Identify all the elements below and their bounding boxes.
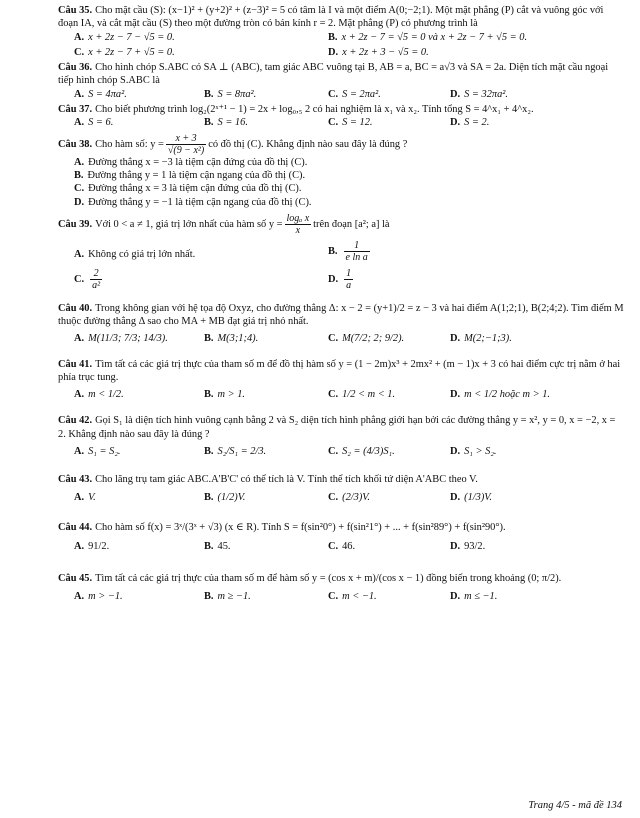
option-c[interactable]: C. x + 2z − 7 + √5 = 0. (74, 46, 175, 58)
option-b[interactable]: B. m ≥ −1. (204, 590, 251, 602)
option-b[interactable]: B. M(3;1;4). (204, 332, 259, 344)
question-text: Cho biết phương trình log₂(2ˣ⁺¹ − 1) = 2x + log₀,₅ 2 có hai nghiệm là x₁ và x₂. Tính tổng S = 4^x₁ + 4^x₂. (95, 103, 534, 115)
options-row (58, 88, 624, 103)
options-row (58, 590, 624, 605)
option-d[interactable]: D. m < 1/2 hoặc m > 1. (450, 389, 550, 401)
option-b[interactable]: B. (1/2)V. (204, 491, 246, 503)
option-b[interactable]: B. x + 2z − 7 = √5 = 0 và x + 2z − 7 + √5 = 0. (328, 31, 528, 43)
question-label: Câu 44. (58, 521, 93, 533)
option-d[interactable]: D. M(2;−1;3). (450, 332, 512, 344)
question-37 (58, 103, 624, 116)
option-a[interactable]: A. Không có giá trị lớn nhất. (74, 248, 196, 260)
option-c[interactable]: C. 46. (328, 541, 356, 553)
options-row (58, 540, 624, 566)
question-label: Câu 41. (58, 358, 93, 370)
options-row (58, 491, 624, 515)
option-b[interactable]: B. Đường thẳng y = 1 là tiệm cận ngang của đồ thị (C). (74, 170, 306, 182)
question-text: Trong không gian với hệ tọa độ Oxyz, cho đường thẳng Δ: x − 2 = (y+1)/2 = z − 3 và hai điểm A(1;2;1), B(2;4;2). Tìm điểm M thuộc đường thẳng Δ sao cho MA + MB đạt giá trị nhỏ nhất. (58, 302, 624, 328)
question-text: Gọi S₁ là diện tích hình vuông cạnh bằng 2 và S₂ diện tích hình phẳng giới hạn bởi các đường thẳng y = x², y = 0, x = −2, x = 2. Khẳng định nào sau đây là đúng ? (58, 415, 616, 440)
options-row (58, 116, 624, 131)
option-a[interactable]: A. V. (74, 491, 96, 503)
question-text: Cho hàm số f(x) = 3ˣ/(3ˣ + √3) (x ∈ R). Tính S = f(sin²0°) + f(sin²1°) + ... + f(sin²89°) + f(sin²90°). (95, 521, 506, 533)
fraction: $\frac{\text{logₐ x}}{x}$ (286, 212, 310, 236)
option-c[interactable]: C. S = 2πa². (328, 88, 381, 100)
question-36 (58, 61, 624, 88)
options-row (58, 46, 624, 61)
question-label: Câu 40. (58, 302, 93, 314)
question-label: Câu 38. (58, 138, 93, 150)
option-d[interactable]: D. S₁ > S₂. (450, 446, 497, 458)
question-40 (58, 302, 624, 329)
option-a[interactable]: A. S₁ = S₂. (74, 446, 121, 458)
option-d[interactable]: D. Đường thẳng y = −1 là tiệm cận ngang của đồ thị (C). (74, 196, 312, 208)
option-b[interactable]: B. m > 1. (204, 389, 246, 401)
option-d[interactable]: D. m ≤ −1. (450, 590, 498, 602)
question-text: Tìm tất cả các giá trị thực của tham số m để đồ thị hàm số y = (1 − 2m)x³ + 2mx² + (m − 1)x + 3 có hai điểm cực trị nằm ở hai phía trục tung. (58, 358, 621, 384)
question-text: Cho mặt cầu (S): (x−1)² + (y+2)² + (z−3)² = 5 có tâm là I và một điểm A(0;−2;1). Một mặt phẳng (P) cắt và vuông góc với đoạn IA, và cắt mặt cầu (S) theo một đường tròn có bán kính r = 2. Mặt phẳng (P) có phương trình là (58, 5, 604, 30)
option-a[interactable]: A. S = 4πa². (74, 88, 127, 100)
option-a[interactable]: A. m < 1/2. (74, 389, 124, 401)
question-38: Câu 38. Cho hàm số: y = $\frac{x + 3}{\text{√(9 − x²)}}$ có đồ thị (C). Khẳng định nào sau đây là đúng ? (58, 133, 408, 157)
question-35 (58, 4, 624, 31)
question-41 (58, 358, 624, 385)
question-39: Câu 39. Với 0 < a ≠ 1, giá trị lớn nhất của hàm số y = $\frac{\text{logₐ x}}{x}$ trên đoạn [a²; a] là (58, 212, 390, 236)
option-c[interactable]: C. Đường thẳng x = 3 là tiệm cận đứng của đồ thị (C). (74, 183, 302, 195)
option-a[interactable]: A. M(11/3; 7/3; 14/3). (74, 332, 168, 344)
option-c[interactable]: C. S = 12. (328, 117, 373, 129)
option-b[interactable]: B. $\frac{1}{\text{e ln a}}$ (328, 239, 368, 263)
question-text: Cho hình chóp S.ABC có SA ⊥ (ABC), tam giác ABC vuông tại B, AB = a, BC = a√3 và SA = 2a. Diện tích mặt cầu ngoại tiếp hình chóp S.ABC là (58, 61, 609, 87)
option-c[interactable]: C. $\frac{2}{\text{a²}}$ (74, 267, 101, 291)
question-label: Câu 35. (58, 5, 93, 16)
option-d[interactable]: D. $\frac{1}{a}$ (328, 267, 352, 291)
option-d[interactable]: D. x + 2z + 3 − √5 = 0. (328, 46, 429, 58)
option-b[interactable]: B. S₂/S₁ = 2/3. (204, 446, 267, 458)
exam-page (58, 4, 624, 605)
options-row (58, 31, 624, 46)
question-42 (58, 414, 624, 441)
fraction: $\frac{x + 3}{\text{√(9 − x²)}}$ (167, 133, 205, 157)
question-44 (58, 521, 624, 534)
option-d[interactable]: D. S = 2. (450, 117, 490, 129)
option-a[interactable]: A. S = 6. (74, 117, 114, 129)
options-row (58, 388, 624, 410)
option-d[interactable]: D. (1/3)V. (450, 491, 492, 503)
option-a[interactable]: A. x + 2z − 7 − √5 = 0. (74, 31, 175, 43)
page-footer: Trang 4/5 - mã đề 134 (528, 800, 622, 811)
options-row (58, 268, 624, 298)
question-43 (58, 473, 624, 486)
question-text: Cho lăng trụ tam giác ABC.A'B'C' có thể tích là V. Tính thể tích khối tứ diện A'ABC theo V. (95, 474, 478, 486)
option-a[interactable]: A. 91/2. (74, 541, 110, 553)
option-a[interactable]: A. m > −1. (74, 590, 123, 602)
question-label: Câu 36. (58, 61, 93, 73)
option-c[interactable]: C. m < −1. (328, 590, 377, 602)
option-c[interactable]: C. 1/2 < m < 1. (328, 389, 396, 401)
option-b[interactable]: B. S = 8πa². (204, 88, 257, 100)
question-text: Tìm tất cả các giá trị thực của tham số m để hàm số y = (cos x + m)/(cos x − 1) đồng biến trong khoảng (0; π/2). (95, 573, 562, 585)
option-c[interactable]: C. S₂ = (4/3)S₁. (328, 446, 395, 458)
options-row (58, 445, 624, 469)
question-label: Câu 37. (58, 103, 93, 115)
option-b[interactable]: B. 45. (204, 541, 231, 553)
option-c[interactable]: C. M(7/2; 2; 9/2). (328, 332, 405, 344)
question-label: Câu 42. (58, 415, 93, 427)
question-label: Câu 43. (58, 474, 93, 486)
option-b[interactable]: B. S = 16. (204, 117, 248, 129)
option-a[interactable]: A. Đường thẳng x = −3 là tiệm cận đứng của đồ thị (C). (74, 157, 308, 169)
option-c[interactable]: C. (2/3)V. (328, 491, 370, 503)
option-d[interactable]: D. S = 32πa². (450, 88, 509, 100)
question-label: Câu 39. (58, 218, 93, 230)
question-45 (58, 572, 624, 585)
question-label: Câu 45. (58, 573, 93, 585)
options-row (58, 240, 624, 268)
options-row (58, 332, 624, 354)
option-d[interactable]: D. 93/2. (450, 541, 486, 553)
